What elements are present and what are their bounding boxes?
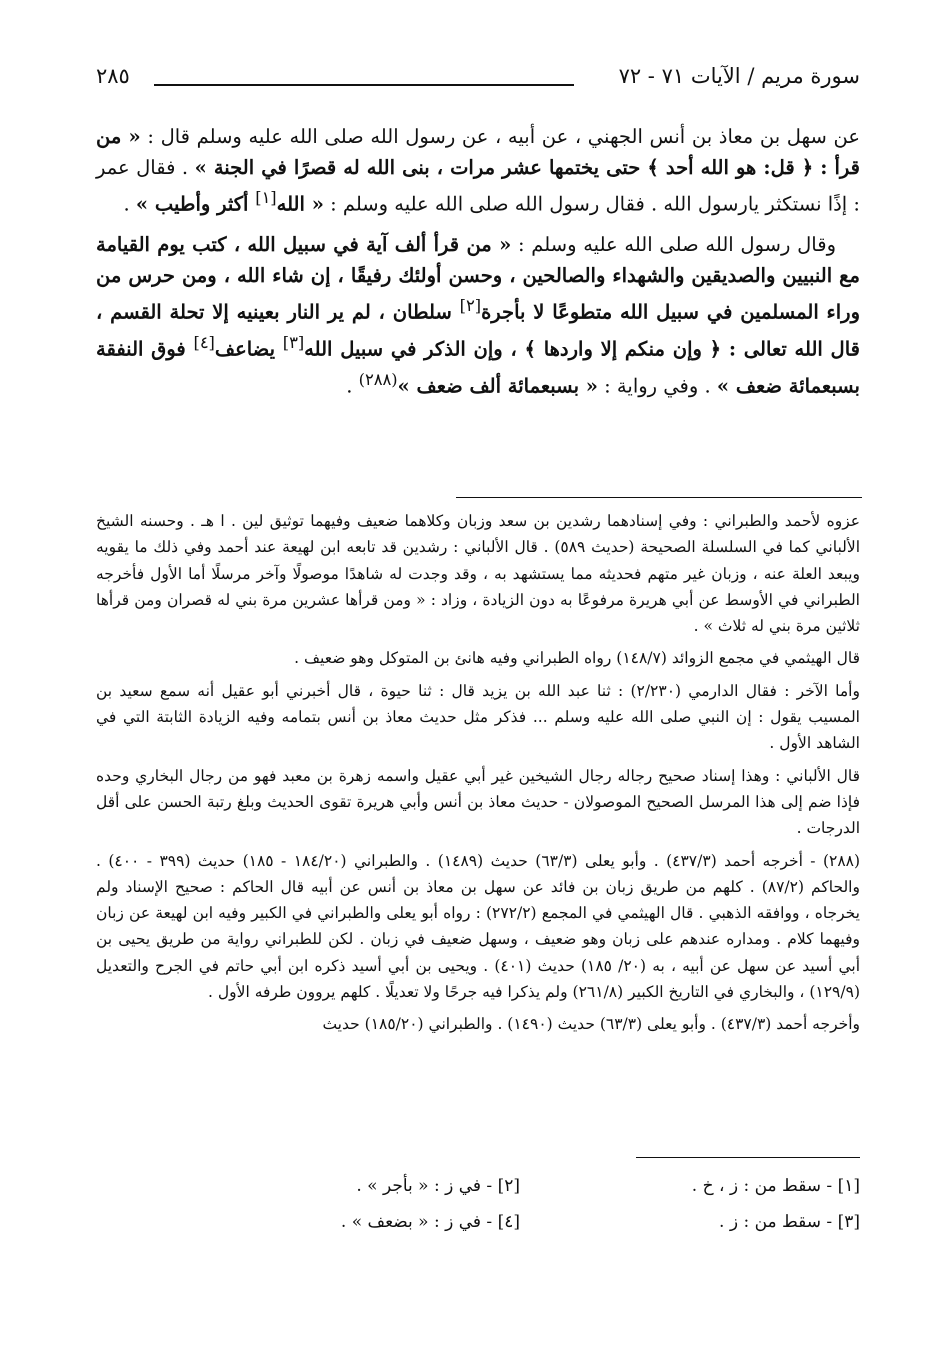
text-segment: وقال رسول الله صلى الله عليه وسلم : <box>511 233 836 256</box>
footnote-marker: [٤] <box>193 333 215 352</box>
apparatus-note: [٣] - سقط من : ز . <box>719 1212 860 1232</box>
main-text <box>96 122 860 402</box>
header-rule <box>154 84 574 86</box>
apparatus-row <box>200 1168 860 1204</box>
footnote-paragraph: (٢٨٨) - أخرجه أحمد (٤٣٧/٣) . وأبو يعلى (٦٣/٣) حديث (١٤٨٩) . والطبراني (١٨٤/٢٠ - ١٨٥) حديث (٣٩٩ - ٤٠٠) . والحاكم (٨٧/٢) . كلهم من طريق زبان بن فائد عن سهل بن معاذ بن أنس عن أبيه قال الحاكم : صحيح الإسناد ولم يخرجاه ، ووافقه الذهبي . قال الهيثمي في المجمع (٢٧٢/٢) : رواه أبو يعلى والطبراني في الكبير وفيه ابن لهيعة عن زبان وفيهما كلام . ومداره عندهم على زبان وهو ضعيف ، وسهل ضعيف في زبان . لكن للطبراني رواية من طريق يحيى بن أبي أسيد عن سهل عن أبيه ، به (٢٠/ ١٨٥) حديث (٤٠١) . ويحيى بن أبي أسيد ذكره ابن أبي حاتم في الجرح والتعديل (١٢٩/٩) ، والبخاري في التاريخ الكبير (٢٦١/٨) ولم يذكرا فيه جرحًا ولا تعديلًا . كلهم يروون طرفه الأول . <box>96 851 861 1002</box>
hadith-quote: « الله <box>276 192 324 216</box>
apparatus-separator <box>636 1157 860 1158</box>
hadith-quote: سلطان ، لم ير النار بعينيه إلا تحلة القسم ، قال الله تعالى : ﴿ وإن منكم إلا واردها ﴾ ، وإن الذكر في سبيل الله <box>96 300 860 361</box>
hadith-quote: أكثر وأطيب » <box>135 192 256 216</box>
text-segment: . <box>123 192 136 216</box>
main-paragraph-2 <box>96 230 860 402</box>
hadith-quote: فوق النفقة بسبعمائة ضعف » <box>96 337 860 398</box>
apparatus-row <box>200 1204 860 1240</box>
reference-marker: (٢٨٨) <box>358 370 398 389</box>
footnote-paragraph: عزوه لأحمد والطبراني : وفي إسنادهما رشدين بن سعد وزبان وكلاهما ضعيف وفيهما توثيق لين . ا هـ . وحسنه الشيخ الألباني كما في السلسلة الصحيحة (حديث ٥٨٩) . قال الألباني : رشدين قد تابعه ابن لهيعة عند أحمد وفي ذلك ما يقويه ويبعد العلة عنه ، وزبان غير متهم فحديثه مما يستشهد به ، وقد وجدت له شاهدًا موصولًا وآخر مرسلًا أما الأول فأخرجه الطبراني في الأوسط عن أبي هريرة مرفوعًا به دون الزيادة ، وزاد : « ومن قرأها عشرين مرة بني له قصران ومن قرأها ثلاثين مرة بني له ثلاث » . <box>96 512 861 636</box>
text-segment: . فقال عمر : إذًا نستكثر يارسول الله . فقال رسول الله صلى الله عليه وسلم : <box>96 155 860 216</box>
apparatus-note: [٢] - في ز : « بأجر » . <box>356 1176 520 1196</box>
footnote-marker: [١] <box>255 188 277 207</box>
footnote-separator <box>456 497 862 498</box>
footnote-paragraph: قال الألباني : وهذا إسناد صحيح رجاله رجال الشيخين غير أبي عقيل واسمه زهرة بن معبد فهو من رجال البخاري وحده فإذا ضم إلى هذا المرسل الصحيح الموصولان - حديث معاذ بن أنس وأبي هريرة تقوى الحديث وبلغ رتبة الحسن على أقل الدرجات . <box>96 766 860 838</box>
page-header <box>96 58 860 98</box>
main-paragraph-1 <box>96 122 860 220</box>
hadith-quote: « من قرأ : ﴿ قل: هو الله أحد ﴾ حتى يختمها عشر مرات ، بنى الله له قصرًا في الجنة » <box>96 125 861 179</box>
hadith-quote: « بسبعمائة ألف ضعف » <box>397 374 598 398</box>
footnote-marker: [٣] <box>282 333 305 352</box>
hadith-quote: يضاعف <box>214 337 283 361</box>
running-title: سورة مريم / الآيات ٧١ - ٧٢ <box>618 64 860 88</box>
footnotes <box>96 508 860 1044</box>
footnote-paragraph: قال الهيثمي في مجمع الزوائد (١٤٨/٧) رواه الطبراني وفيه هانئ بن المتوكل وهو ضعيف . <box>294 649 860 668</box>
text-segment: . وفي رواية : <box>597 374 717 398</box>
footnote-paragraph: وأخرجه أحمد (٤٣٧/٣) . وأبو يعلى (٦٣/٣) حديث (١٤٩٠) . والطبراني (١٨٥/٢٠) حديث <box>322 1015 860 1034</box>
text-segment: عن سهل بن معاذ بن أنس الجهني ، عن أبيه ، عن رسول الله صلى الله عليه وسلم قال : <box>140 125 861 148</box>
hadith-quote: « من قرأ ألف آية في سبيل الله ، كتب يوم القيامة مع النبيين والصديقين والشهداء والصالحين ، وحسن أولئك رفيقًا ، إن شاء الله ، ومن حرس من وراء المسلمين في سبيل الله متطوعًا لا بأجرة <box>96 233 860 324</box>
footnote-marker: [٢] <box>459 296 482 315</box>
page-number: ٢٨٥ <box>96 64 130 88</box>
apparatus-note: [٤] - في ز : « بضعف » . <box>340 1212 520 1232</box>
apparatus-note: [١] - سقط من : ز ، خ . <box>691 1176 860 1196</box>
text-segment: . <box>346 374 359 398</box>
footnote-paragraph: وأما الآخر : فقال الدارمي (٢/٢٣٠) : ثنا عبد الله بن يزيد قال : ثنا حيوة ، قال أخبرني أبو عقيل أنه سمع سعيد بن المسيب يقول : إن النبي صلى الله عليه وسلم ... فذكر مثل حديث معاذ بن أنس بتمامه وفيه الزيادة الثابتة التي في الشاهد الأول . <box>96 681 860 753</box>
critical-apparatus <box>200 1168 860 1240</box>
